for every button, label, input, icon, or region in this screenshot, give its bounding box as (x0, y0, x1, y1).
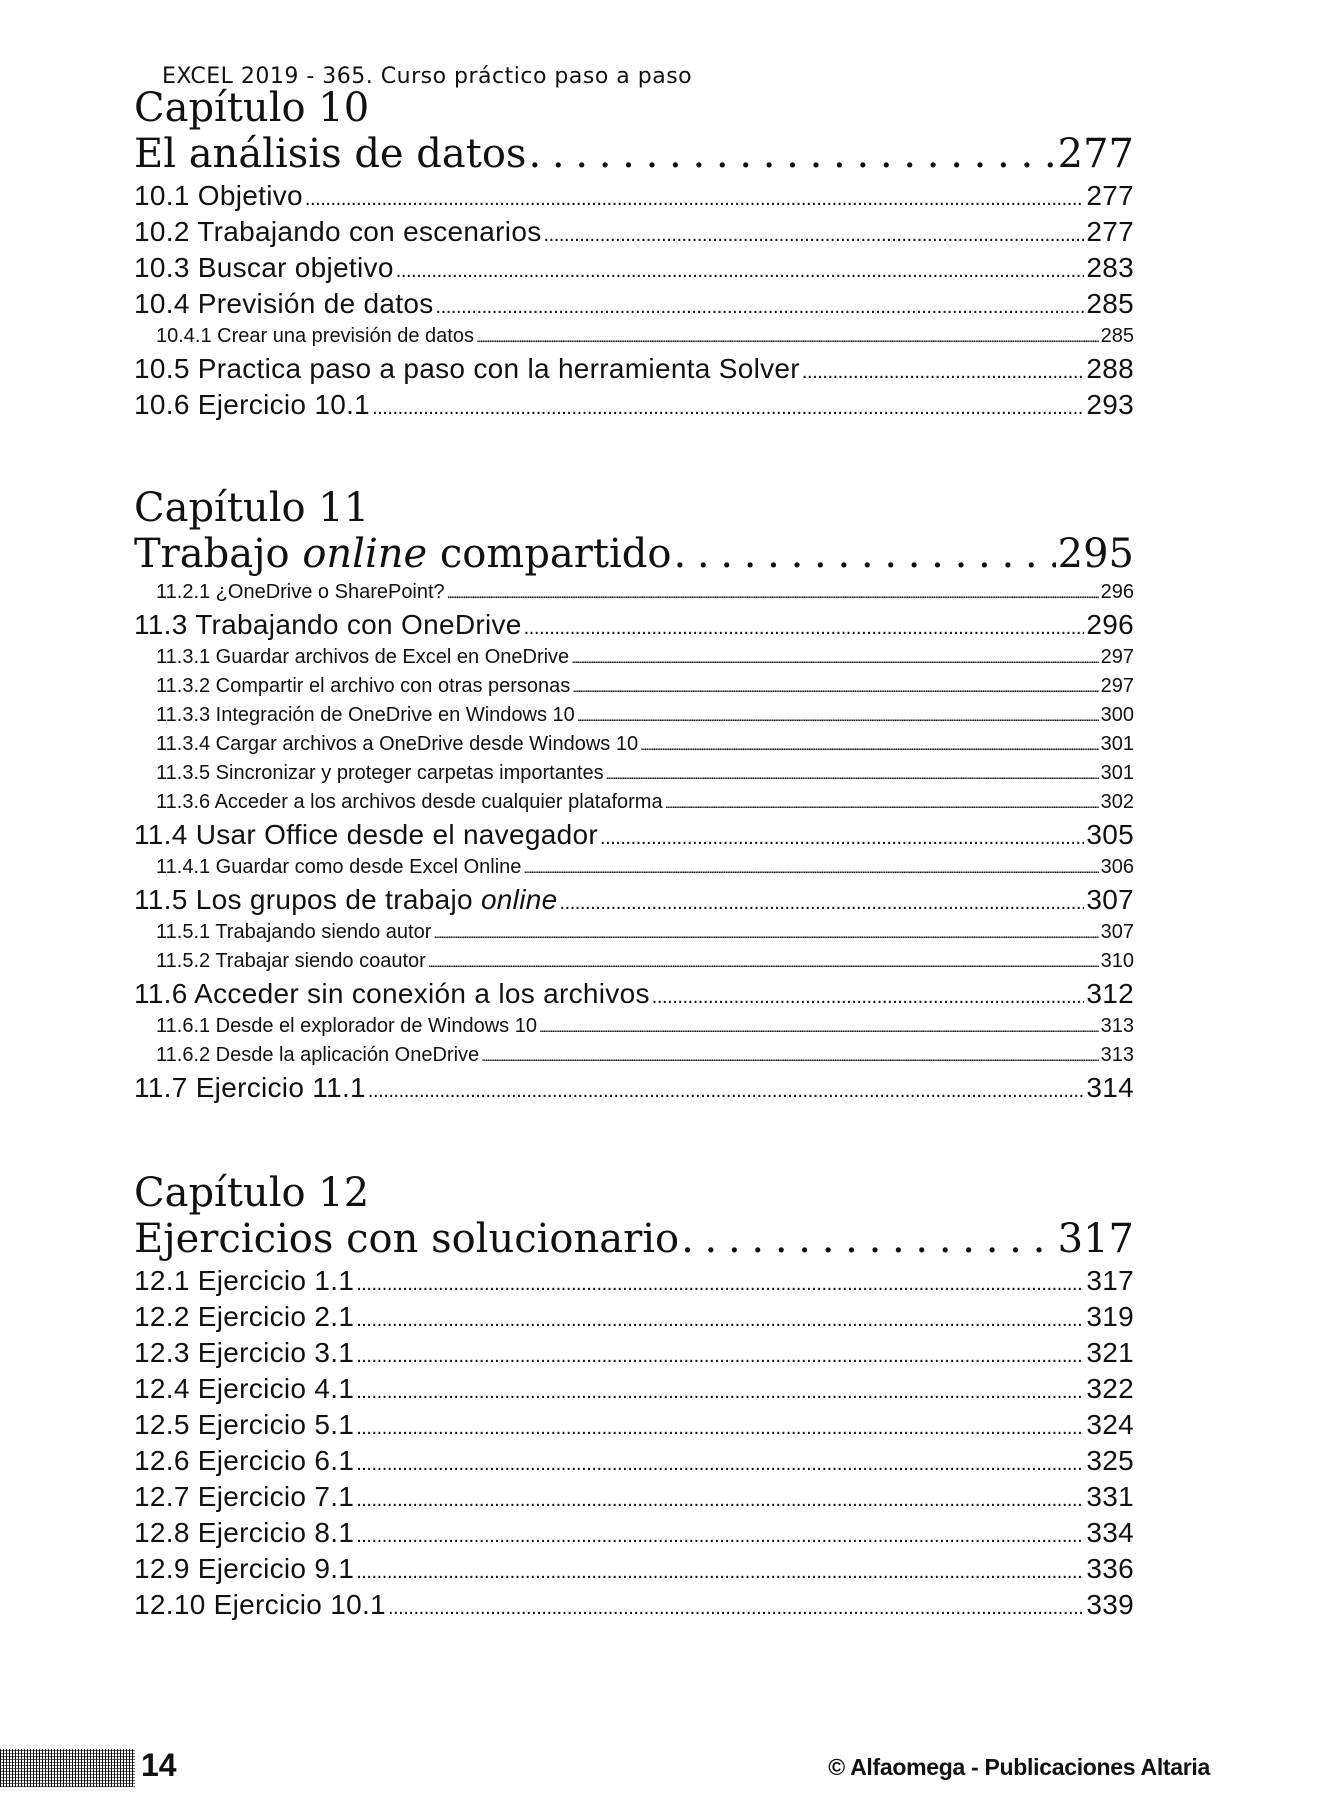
entry-title-segment: 11.3.1 Guardar archivos de Excel en OneDrive (156, 646, 570, 668)
dot-leader (436, 289, 1085, 325)
entry-title-segment: 10.4.1 Crear una previsión de datos (156, 325, 474, 347)
dot-leader (802, 354, 1084, 390)
entry-page-number: 319 (1086, 1301, 1134, 1332)
entry-page-number: 322 (1086, 1373, 1134, 1404)
entry-page-number: 313 (1100, 1044, 1134, 1066)
entry-title-segment: 11.3.4 Cargar archivos a OneDrive desde Windows 10 (156, 733, 639, 755)
entry-page-number: 283 (1086, 252, 1134, 283)
entry-page-number: 285 (1100, 325, 1134, 347)
dot-leader (673, 530, 1055, 578)
toc-section-entry (134, 1587, 1134, 1623)
entry-title-segment: 11.6 Acceder sin conexión a los archivos (134, 978, 650, 1009)
entry-title (156, 643, 569, 672)
toc-section-entry (134, 351, 1134, 387)
entry-page-number: 296 (1086, 609, 1134, 640)
toc-section-entry (134, 817, 1134, 853)
dot-leader (681, 1215, 1056, 1263)
entry-page-number: 300 (1100, 704, 1134, 726)
entry-title-italic-segment: online (480, 884, 558, 915)
dot-leader (640, 731, 1099, 760)
toc-section-entry (134, 178, 1134, 214)
dot-leader (356, 1302, 1084, 1338)
toc-section-entry (134, 1551, 1134, 1587)
dot-leader (606, 760, 1099, 789)
dot-leader (356, 1446, 1084, 1482)
dot-leader (600, 820, 1084, 856)
toc-section-entry (134, 250, 1134, 286)
dot-leader (523, 854, 1098, 883)
entry-title (156, 1041, 479, 1070)
entry-title (134, 530, 671, 578)
toc-subsection-entry (134, 1041, 1134, 1070)
entry-title (156, 578, 445, 607)
entry-title-segment: Ejercicios con solucionario (134, 1216, 680, 1262)
entry-title (134, 1070, 366, 1106)
toc-section-entry (134, 214, 1134, 250)
entry-title-segment: 12.2 Ejercicio 2.1 (134, 1301, 355, 1332)
entry-title (134, 250, 394, 286)
dot-leader (368, 1073, 1084, 1109)
entry-title (156, 853, 521, 882)
dot-leader (577, 702, 1099, 731)
entry-title-segment: 11.3.5 Sincronizar y proteger carpetas importantes (156, 762, 604, 784)
footer-decorative-bar (0, 1749, 135, 1787)
entry-title (156, 322, 474, 351)
entry-title-segment: 11.6.1 Desde el explorador de Windows 10 (156, 1015, 537, 1037)
entry-page-number: 296 (1100, 581, 1134, 603)
entry-page-number: 297 (1100, 646, 1134, 668)
dot-leader (559, 885, 1084, 921)
entry-page-number: 336 (1086, 1553, 1134, 1584)
dot-leader (572, 673, 1098, 702)
entry-title (134, 1407, 354, 1443)
entry-title-segment: 11.6.2 Desde la aplicación OneDrive (156, 1044, 480, 1066)
entry-page-number: 307 (1086, 884, 1134, 915)
toc-section-entry (134, 1070, 1134, 1106)
dot-leader (652, 979, 1085, 1015)
entry-title-segment: compartido (427, 531, 672, 577)
entry-title-segment: 11.4.1 Guardar como desde Excel Online (156, 856, 522, 878)
entry-title-segment: 11.2.1 ¿OneDrive o SharePoint? (156, 581, 445, 603)
entry-page-number: 331 (1086, 1481, 1134, 1512)
entry-title-segment: 12.5 Ejercicio 5.1 (134, 1409, 355, 1440)
entry-page-number: 317 (1086, 1265, 1134, 1296)
entry-page-number: 307 (1100, 921, 1134, 943)
entry-page-number: 301 (1100, 733, 1134, 755)
entry-title-segment: 12.10 Ejercicio 10.1 (134, 1589, 386, 1620)
chapter-label: Capítulo 10 (134, 85, 370, 131)
chapter-title (134, 130, 1134, 178)
dot-leader (433, 919, 1098, 948)
toc-subsection-entry (134, 701, 1134, 730)
entry-title (134, 817, 598, 853)
entry-title-segment: 12.8 Ejercicio 8.1 (134, 1517, 355, 1548)
entry-title (134, 1515, 354, 1551)
toc-section-entry (134, 607, 1134, 643)
entry-title-segment: Trabajo (134, 531, 303, 577)
toc-chapter-11 (134, 486, 1134, 1106)
entry-title (134, 1443, 354, 1479)
dot-leader (356, 1266, 1084, 1302)
entry-page-number: 321 (1086, 1337, 1134, 1368)
entry-title (134, 607, 522, 643)
entry-title (134, 1587, 386, 1623)
dot-leader (356, 1374, 1084, 1410)
toc-section-entry (134, 286, 1134, 322)
toc-section-entry (134, 976, 1134, 1012)
entry-title-segment: 12.1 Ejercicio 1.1 (134, 1265, 355, 1296)
entry-title (156, 730, 638, 759)
entry-page-number: 302 (1100, 791, 1134, 813)
dot-leader (356, 1554, 1084, 1590)
toc-chapter-12 (134, 1171, 1134, 1623)
toc-subsection-entry (134, 788, 1134, 817)
entry-title-segment: 11.7 Ejercicio 11.1 (134, 1072, 366, 1103)
entry-page-number: 297 (1100, 675, 1134, 697)
toc-subsection-entry (134, 730, 1134, 759)
publisher-credit: © Alfaomega - Publicaciones Altaria (828, 1754, 1210, 1780)
toc-subsection-entry (134, 578, 1134, 607)
entry-title (134, 286, 434, 322)
entry-title (134, 130, 526, 178)
dot-leader (356, 1338, 1084, 1374)
entry-title (156, 1012, 537, 1041)
running-header: EXCEL 2019 - 365. Curso práctico paso a paso (162, 64, 693, 89)
toc-subsection-entry (134, 947, 1134, 976)
toc-subsection-entry (134, 918, 1134, 947)
entry-title-segment: 12.7 Ejercicio 7.1 (134, 1481, 355, 1512)
entry-title (134, 1215, 679, 1263)
entry-page-number: 324 (1086, 1409, 1134, 1440)
entry-page-number: 305 (1086, 819, 1134, 850)
toc-subsection-entry (134, 853, 1134, 882)
entry-title-segment: 10.4 Previsión de datos (134, 288, 434, 319)
entry-page-number: 277 (1086, 216, 1134, 247)
entry-title-segment: 12.9 Ejercicio 9.1 (134, 1553, 355, 1584)
dot-leader (305, 181, 1084, 217)
toc-section-entry (134, 1263, 1134, 1299)
entry-title-segment: 11.3.3 Integración de OneDrive en Windows 10 (156, 704, 575, 726)
entry-title (134, 882, 557, 918)
dot-leader (544, 217, 1085, 253)
entry-title-segment: El análisis de datos (134, 131, 527, 177)
entry-title (134, 351, 800, 387)
toc-subsection-entry (134, 322, 1134, 351)
toc-section-entry (134, 1515, 1134, 1551)
entry-title-segment: 11.3 Trabajando con OneDrive (134, 609, 522, 640)
dot-leader (396, 253, 1085, 289)
entry-page-number: 295 (1057, 531, 1134, 577)
chapter-label: Capítulo 12 (134, 1170, 370, 1216)
entry-page-number: 325 (1086, 1445, 1134, 1476)
entry-title (134, 387, 370, 423)
entry-title-segment: 11.5 Los grupos de trabajo (134, 884, 481, 915)
toc-section-entry (134, 1299, 1134, 1335)
entry-page-number: 310 (1100, 950, 1134, 972)
entry-page-number: 293 (1086, 389, 1134, 420)
chapter-title (134, 530, 1134, 578)
entry-title-segment: 11.4 Usar Office desde el navegador (134, 819, 598, 850)
dot-leader (571, 644, 1098, 673)
dot-leader (372, 390, 1084, 426)
entry-title (134, 1371, 354, 1407)
entry-title-segment: 12.3 Ejercicio 3.1 (134, 1337, 355, 1368)
entry-page-number: 277 (1057, 131, 1134, 177)
entry-title-segment: 11.5.2 Trabajar siendo coautor (156, 950, 426, 972)
entry-title (134, 1335, 354, 1371)
entry-title-segment: 10.6 Ejercicio 10.1 (134, 389, 371, 420)
entry-title (134, 1263, 354, 1299)
entry-page-number: 277 (1086, 180, 1134, 211)
toc-section-entry (134, 882, 1134, 918)
dot-leader (356, 1518, 1084, 1554)
toc-section-entry (134, 387, 1134, 423)
entry-title-segment: 10.3 Buscar objetivo (134, 252, 394, 283)
entry-page-number: 313 (1100, 1015, 1134, 1037)
entry-page-number: 339 (1086, 1589, 1134, 1620)
toc-subsection-entry (134, 1012, 1134, 1041)
entry-page-number: 288 (1086, 353, 1134, 384)
dot-leader (388, 1590, 1084, 1626)
entry-title-segment: 10.2 Trabajando con escenarios (134, 216, 542, 247)
toc-subsection-entry (134, 672, 1134, 701)
entry-title (134, 976, 650, 1012)
toc-section-entry (134, 1479, 1134, 1515)
entry-title-segment: 10.5 Practica paso a paso con la herramienta Solver (134, 353, 800, 384)
entry-title (156, 947, 426, 976)
dot-leader (428, 948, 1099, 977)
entry-title (156, 918, 431, 947)
entry-page-number: 285 (1086, 288, 1134, 319)
entry-page-number: 314 (1086, 1072, 1134, 1103)
toc-section-entry (134, 1407, 1134, 1443)
dot-leader (356, 1482, 1084, 1518)
entry-title (156, 788, 663, 817)
chapter-label: Capítulo 11 (134, 485, 370, 531)
entry-title-segment: 10.1 Objetivo (134, 180, 303, 211)
entry-title-segment: 12.4 Ejercicio 4.1 (134, 1373, 355, 1404)
dot-leader (481, 1042, 1098, 1071)
toc-section-entry (134, 1443, 1134, 1479)
dot-leader (665, 789, 1099, 818)
entry-title (156, 672, 570, 701)
entry-page-number: 312 (1086, 978, 1134, 1009)
chapter-title (134, 1215, 1134, 1263)
toc-subsection-entry (134, 759, 1134, 788)
entry-title-segment: 12.6 Ejercicio 6.1 (134, 1445, 355, 1476)
dot-leader (476, 323, 1099, 352)
entry-page-number: 317 (1057, 1216, 1134, 1262)
entry-title (134, 1479, 354, 1515)
entry-page-number: 301 (1100, 762, 1134, 784)
entry-title-italic-segment: online (302, 531, 428, 577)
toc-chapter-10 (134, 86, 1134, 423)
entry-title-segment: 11.3.6 Acceder a los archivos desde cualquier plataforma (156, 791, 663, 813)
toc-subsection-entry (134, 643, 1134, 672)
dot-leader (524, 610, 1085, 646)
entry-page-number: 306 (1100, 856, 1134, 878)
entry-title (156, 701, 575, 730)
toc-section-entry (134, 1371, 1134, 1407)
entry-title-segment: 11.5.1 Trabajando siendo autor (156, 921, 432, 943)
toc-section-entry (134, 1335, 1134, 1371)
dot-leader (356, 1410, 1084, 1446)
entry-title (134, 214, 542, 250)
entry-title (134, 1551, 354, 1587)
dot-leader (447, 579, 1099, 608)
dot-leader (528, 130, 1055, 178)
entry-title (156, 759, 604, 788)
entry-title-segment: 11.3.2 Compartir el archivo con otras personas (156, 675, 571, 697)
dot-leader (539, 1013, 1099, 1042)
entry-title (134, 1299, 354, 1335)
entry-title (134, 178, 303, 214)
entry-page-number: 334 (1086, 1517, 1134, 1548)
page-number: 14 (141, 1747, 177, 1783)
